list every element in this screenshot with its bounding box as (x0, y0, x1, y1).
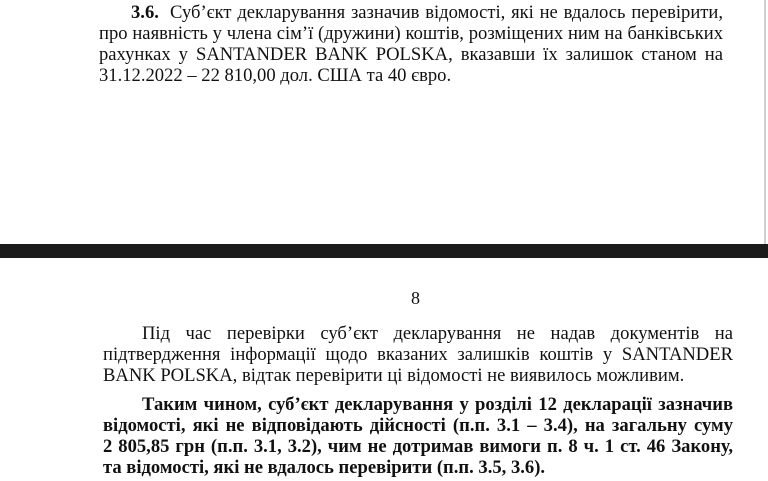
check-paragraph-line-1: Під час перевірки суб’єкт декларування не надав документів на (142, 323, 733, 344)
section-3-6-line-2: про наявність у члена сім’ї (дружини) коштів, розміщених ним на банківських (99, 23, 723, 44)
check-paragraph-line-3: BANK POLSKA, відтак перевірити ці відомості не виявилось можливим. (103, 365, 685, 386)
page-edge-line (764, 0, 766, 244)
page-break-divider (0, 244, 768, 258)
section-3-6-line-1: Суб’єкт декларування зазначив відомості, які не вдалось перевірити, (170, 2, 723, 23)
page-number: 8 (411, 288, 420, 308)
section-3-6-line-4: 31.12.2022 – 22 810,00 дол. США та 40 євро. (99, 65, 452, 86)
conclusion-line-1: Таким чином, суб’єкт декларування у розділі 12 декларації зазначив (142, 394, 733, 415)
section-number: 3.6. (131, 2, 159, 23)
check-paragraph-line-2: підтвердження інформації щодо вказаних залишків коштів у SANTANDER (103, 344, 733, 365)
section-3-6-line-3: рахунках у SANTANDER BANK POLSKA, вказавши їх залишок станом на (99, 44, 723, 65)
conclusion-line-3: 2 805,85 грн (п.п. 3.1, 3.2), чим не дотримав вимоги п. 8 ч. 1 ст. 46 Закону, (103, 436, 733, 457)
conclusion-line-2: відомості, які не відповідають дійсності (п.п. 3.1 – 3.4), на загальну суму (103, 415, 733, 436)
conclusion-line-4: та відомості, які не вдалось перевірити (п.п. 3.5, 3.6). (103, 457, 546, 478)
